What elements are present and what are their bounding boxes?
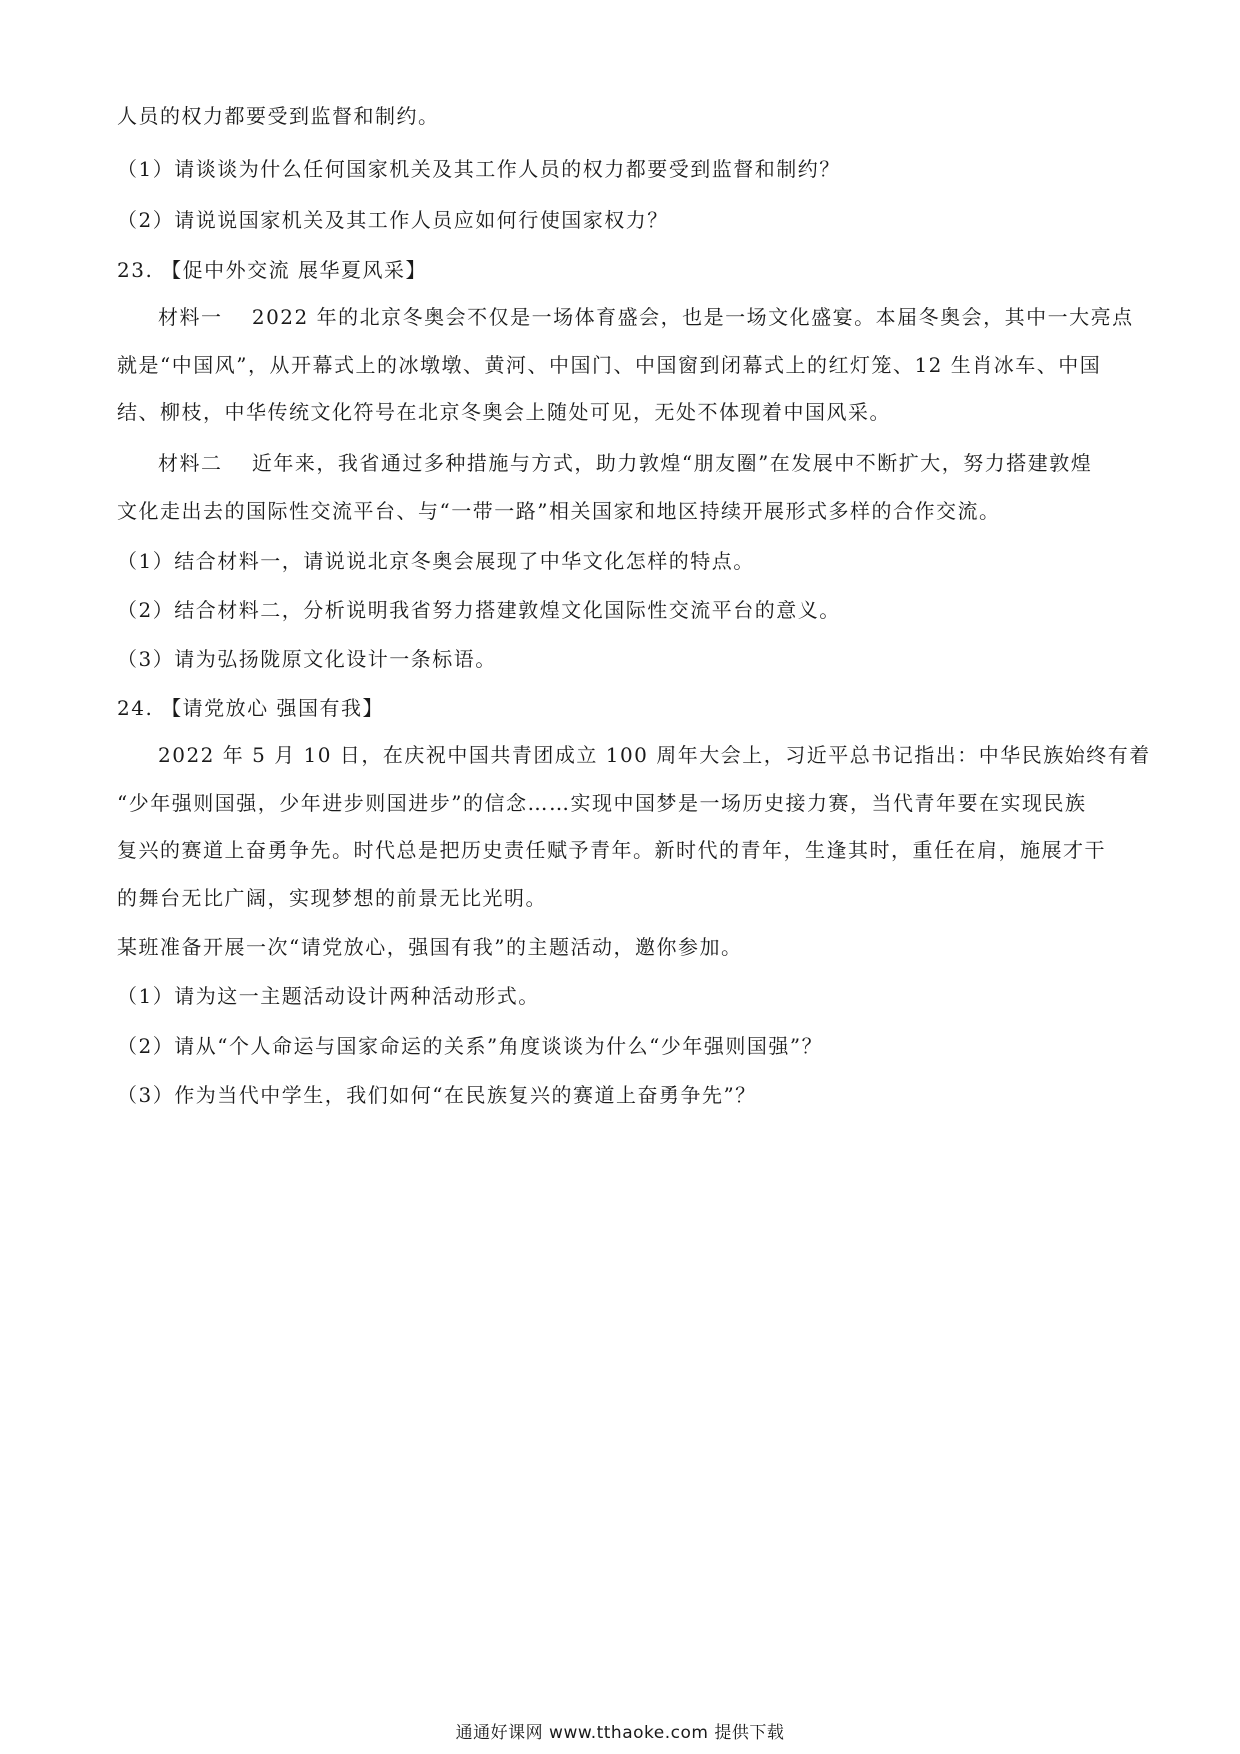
question-23-3: （3）请为弘扬陇原文化设计一条标语。 xyxy=(117,647,497,671)
page-footer: 通通好课网 www.tthaoke.com 提供下载 xyxy=(455,1723,785,1743)
text-line: 人员的权力都要受到监督和制约。 xyxy=(117,104,440,128)
question-24-1: （1）请为这一主题活动设计两种活动形式。 xyxy=(117,984,540,1008)
question-23-heading: 23. 【促中外交流 展华夏风采】 xyxy=(117,258,428,282)
question-22-1: （1）请谈谈为什么任何国家机关及其工作人员的权力都要受到监督和制约？ xyxy=(117,157,841,181)
question-24-2: （2）请从“个人命运与国家命运的关系”角度谈谈为什么“少年强则国强”？ xyxy=(117,1034,824,1058)
question-23-1: （1）结合材料一，请说说北京冬奥会展现了中华文化怎样的特点。 xyxy=(117,549,755,573)
activity-intro: 某班准备开展一次“请党放心，强国有我”的主题活动，邀你参加。 xyxy=(117,935,743,959)
question-24-heading: 24. 【请党放心 强国有我】 xyxy=(117,696,385,720)
question-24-3: （3）作为当代中学生，我们如何“在民族复兴的赛道上奋勇争先”？ xyxy=(117,1083,757,1107)
material-2-line-2: 文化走出去的国际性交流平台、与“一带一路”相关国家和地区持续开展形式多样的合作交流。 xyxy=(117,499,1001,523)
passage-line-1: 2022 年 5 月 10 日，在庆祝中国共青团成立 100 周年大会上，习近平总书记指出：中华民族始终有着 xyxy=(158,743,1151,767)
material-2-line-1: 材料二 近年来，我省通过多种措施与方式，助力敦煌“朋友圈”在发展中不断扩大，努力搭建敦煌 xyxy=(158,451,1093,475)
passage-line-4: 的舞台无比广阔，实现梦想的前景无比光明。 xyxy=(117,886,547,910)
material-1-line-2: 就是“中国风”，从开幕式上的冰墩墩、黄河、中国门、中国窗到闭幕式上的红灯笼、12 生肖冰车、中国 xyxy=(117,353,1102,377)
passage-line-2: “少年强则国强，少年进步则国进步”的信念……实现中国梦是一场历史接力赛，当代青年要在实现民族 xyxy=(117,791,1087,815)
question-23-2: （2）结合材料二，分析说明我省努力搭建敦煌文化国际性交流平台的意义。 xyxy=(117,598,841,622)
passage-line-3: 复兴的赛道上奋勇争先。时代总是把历史责任赋予青年。新时代的青年，生逢其时，重任在肩，施展才干 xyxy=(117,838,1106,862)
material-1-line-3: 结、柳枝，中华传统文化符号在北京冬奥会上随处可见，无处不体现着中国风采。 xyxy=(117,400,891,424)
material-1-line-1: 材料一 2022 年的北京冬奥会不仅是一场体育盛会，也是一场文化盛宴。本届冬奥会，其中一大亮点 xyxy=(158,305,1134,329)
question-22-2: （2）请说说国家机关及其工作人员应如何行使国家权力？ xyxy=(117,208,669,232)
